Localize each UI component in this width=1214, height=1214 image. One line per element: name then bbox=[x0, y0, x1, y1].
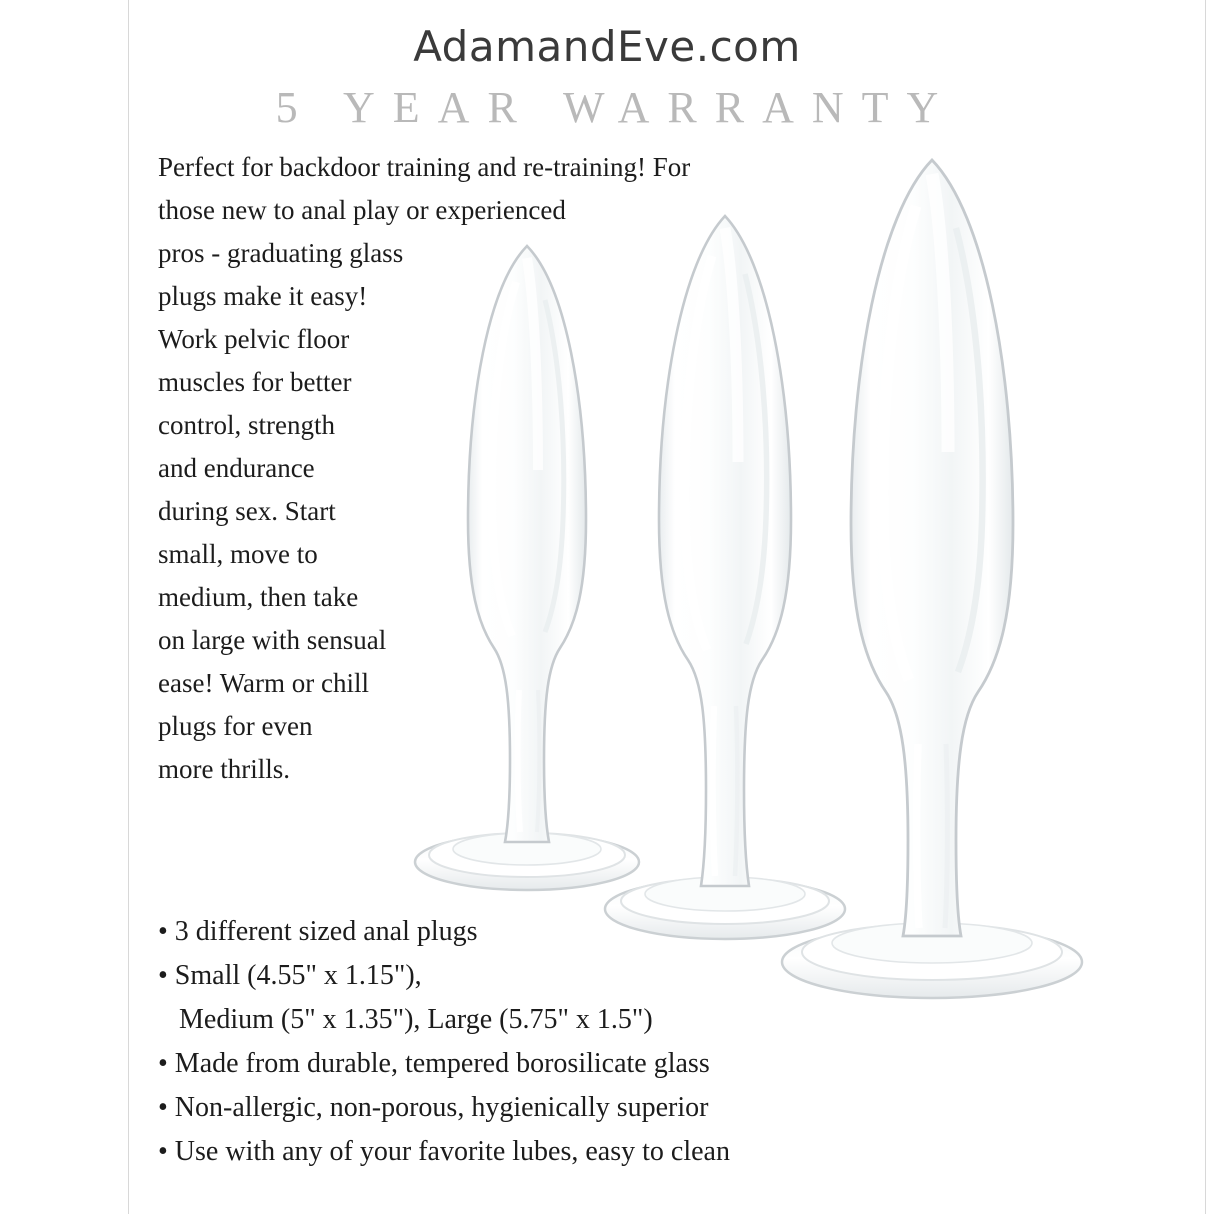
warranty-heading: 5 YEAR WARRANTY bbox=[275, 83, 957, 132]
description-line: ease! Warm or chill bbox=[158, 668, 369, 698]
list-item: Medium (5" x 1.35"), Large (5.75" x 1.5") bbox=[158, 1004, 653, 1035]
description-line: plugs make it easy! bbox=[158, 281, 368, 311]
list-item: • Small (4.55" x 1.15"), bbox=[158, 960, 422, 991]
brand-title: AdamandEve.com bbox=[413, 22, 801, 71]
list-item: • Non-allergic, non-porous, hygienically superior bbox=[158, 1092, 709, 1123]
description-line: and endurance bbox=[158, 453, 315, 483]
description-line: on large with sensual bbox=[158, 625, 387, 655]
feature-list bbox=[158, 910, 1058, 1174]
description-line: Work pelvic floor bbox=[158, 324, 350, 354]
description-line: control, strength bbox=[158, 410, 335, 440]
description-line: more thrills. bbox=[158, 754, 290, 784]
description-line: pros - graduating glass bbox=[158, 238, 404, 268]
left-edge-rule bbox=[128, 0, 129, 1214]
description-line: Perfect for backdoor training and re-training! For bbox=[158, 152, 691, 182]
list-item: • 3 different sized anal plugs bbox=[158, 916, 478, 947]
list-item: • Use with any of your favorite lubes, easy to clean bbox=[158, 1136, 730, 1167]
list-item: • Made from durable, tempered borosilicate glass bbox=[158, 1048, 710, 1079]
description-line: those new to anal play or experienced bbox=[158, 195, 566, 225]
description-line: plugs for even bbox=[158, 711, 313, 741]
description-line: muscles for better bbox=[158, 367, 352, 397]
product-description bbox=[158, 146, 858, 791]
description-line: medium, then take bbox=[158, 582, 359, 612]
right-edge-rule bbox=[1205, 0, 1206, 1214]
description-line: during sex. Start bbox=[158, 496, 336, 526]
description-line: small, move to bbox=[158, 539, 318, 569]
